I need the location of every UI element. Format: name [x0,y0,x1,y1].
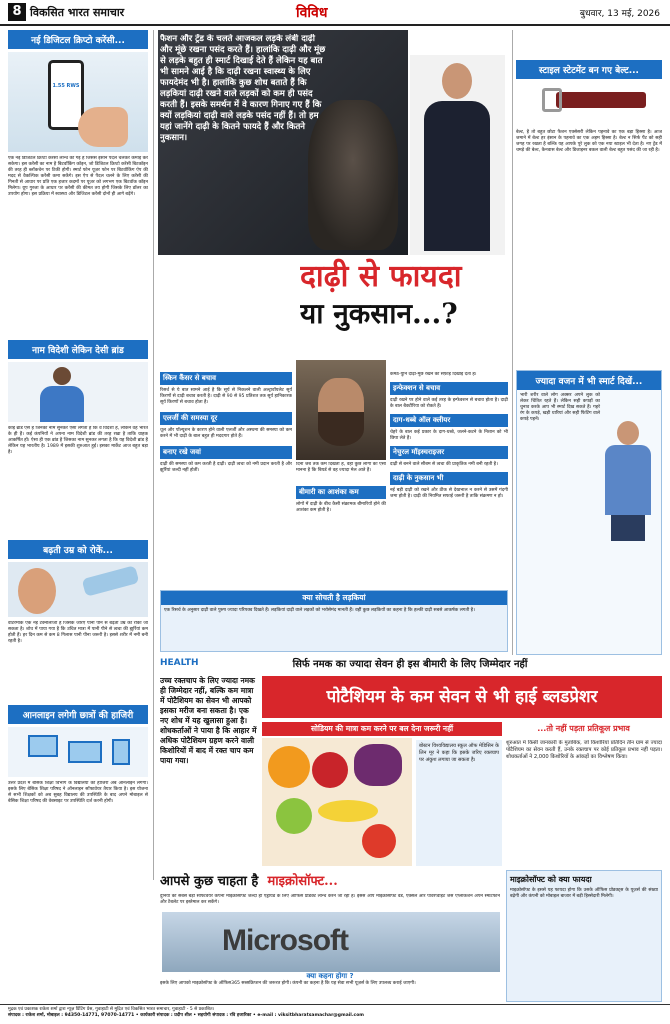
infection-title: इन्फेक्शन से बचाव [390,382,508,395]
crypto-phone-image [8,52,148,152]
health-sub-left-box [262,722,502,736]
person-icon [53,367,71,385]
infection-body: दाढ़ी रखने पर होने वाले कई तरह के इन्फेक्शन से बचाव होता है। दाढ़ी के बाल बैक्टीरिया को रोकते हैं। [390,398,508,409]
face-icon [18,568,56,614]
person-body [40,386,84,422]
health-headline-bar [262,676,662,718]
health-right-body: शुरुआत में किसी जानकारी के मुताबिक, जो किशोरियां प्रतिदिन तीन ग्राम से ज्यादा पोटैशियम का सेवन करती हैं, उनके रक्तचाप पर कोई प्रतिकूल प्रभाव नहीं पड़ता। शोधकर्ताओं ने 2,000 किशोरियों के आंकड़ों का विश्लेषण किया। [506,740,662,760]
belt-body: बेल्ट, है तो बहुत छोटा फैशन एक्सेसरी लेकिन पहनावे का एक बड़ा हिस्सा है। आज जमाने में बेल्ट हर इंसान के पहनावे का एक अहम हिस्सा है। बेल्ट न सिर्फ पैंट को सही जगह पर रखता है बल्कि यह आपके पूरे लुक को एक नया स्टाइल भी देता है। नए ट्रेंड में चमड़े की बेल्ट, कैनवास बेल्ट और डिजाइनर बकल वाली बेल्ट बहुत पसंद की जा रही है। [516,130,662,153]
bearded-man-photo [296,360,386,460]
beard-intro [160,34,330,249]
belt-section [516,60,662,345]
health-label-box [160,658,230,672]
page-number: 8 [8,3,26,21]
devices-image [8,727,148,777]
crypto-body: एक नई डिजिटल क्रिप्टो करेंसी लॉन्च की गई है जिससे इंसान पैदल चलकर कमाई कर सकेगा। इस करेंसी का नाम है बिटवॉकिंग कॉइन, जो डिजिटल क्रिप्टो करेंसी बिटकॉइन की तरह ही ब्लॉकचेन पर टिकी होगी। स्मार्ट फोन यूज़र फोन पर बिटवॉकिंग ऐप की मदद से वैकल्पिक करेंसी कमा सकेंगे। इस ऐप से पैदल चलने के लिए करेंसी की गिनती से आधार पर प्रति एक हजार कदमों पर यूज़र को लगभग एक बिटवॉक कॉइन मिलेगा। ग्रूप गुरुता के आधार पर करेंसी की कीमत तय होगी जिसके लिए डॉलर का उपयोग होगा। इस प्रक्रिया में स्वास्थ्य और डिजिटल करेंसी दोनों ही आगे बढ़ेंगे। [8,156,148,197]
benefits-right [390,372,508,587]
name-portrait [8,362,148,422]
skin-title: स्किन कैंसर से बचाव [160,372,292,385]
microsoft-side-box [506,870,662,1002]
man-head [442,63,472,99]
weight-body: भारी शरीर वाले लोग अक्सर अपने लुक को लेकर चिंतित रहते हैं। लेकिन सही कपड़ों का चुनाव करके आप भी स्मार्ट दिख सकते हैं। गहरे रंग के कपड़े, खड़ी धारियां और सही फिटिंग वाले कपड़े पहनें। [520,393,600,422]
crypto-title: नई डिजिटल क्रिप्टो करेंसी... [8,30,148,49]
headline-line-1: दाढ़ी से फायदा [300,259,462,294]
bottle-icon [82,565,140,597]
dandruff-title: दाग-धब्बे ऑल क्लीयर [390,414,508,427]
beard-shape [318,412,364,446]
health-headline: पोटैशियम के कम सेवन से भी हाई ब्लडप्रेशर [326,687,598,707]
imprint-footer [0,1004,670,1024]
fruit-grapes [354,744,402,786]
phone-screen-value: 1.55 RWS [52,83,80,89]
microsoft-body: दुनिया की सबसे बड़ी सॉफ्टवेयर कंपनी माइक्रोसॉफ्ट जल्दी ही एंड्रॉयड के लिए ऑफिस प्रोडक्ट लॉन्च करने जा रही है। इससे आप माइक्रोसॉफ्ट वर्ड, एक्सेल और पॉवरप्वाइंट जैसे एप्लीकेशन अपने स्मार्टफोन और टैबलेट पर इस्तेमाल कर सकेंगे। [160,894,500,905]
girls-body: एक रिसर्च के अनुसार दाढ़ी वाले पुरुष ज्यादा परिपक्व दिखते हैं। लड़कियां दाढ़ी वाले लड़कों को भरोसेमंद मानती हैं। वहीं कुछ लड़कियों का कहना है कि हल्की दाढ़ी सबसे आकर्षक लगती है। [164,608,475,613]
microsoft-side-title: माइक्रोसॉफ्ट को क्या फायदा [510,875,592,884]
name-body: कोई ब्रांड ऐसे हैं जिनका नाम सुनकर ऐसा लगता है कि वे विदेशी हैं, लेकिन वहं भारत के ही हैं। कई कंपनियों ने अपना नाम विदेशी ब्रांड की तरह रखा है ताकि ग्राहक आकर्षित हों। ऐसा ही एक ब्रांड है जिसका नाम सुनकर लगता है कि यह विदेशी ब्रांड है लेकिन यह भारतीय है। 1989 में इसकी शुरुआत हुई। इसका मार्केट आज बहुत बड़ा है। [8,426,148,455]
microsoft-headline-prefix: आपसे कुछ चाहता है [160,874,259,889]
microsoft-side-body: माइक्रोसॉफ्ट के इससे यह फायदा होगा कि उसके ऑफिस प्रोडक्ट्स के यूज़र्स की संख्या बढ़ेगी और कंपनी को मोबाइल बाजार में बड़ी हिस्सेदारी मिलेगी। [510,888,658,899]
asthma-body: धूल और पॉल्यूशन के कारण होने वाली एलर्जी और अस्थमा की समस्या को कम करने में भी दाढ़ी के बाल बहुत ही मददगार होते हैं। [160,428,292,439]
hand-icon [78,107,128,147]
microsoft-body-box [160,894,500,912]
weight-section [516,370,662,655]
paper-name: विकसित भारत समाचार [30,6,125,19]
health-right-body-box [506,740,662,866]
health-intro: उच्च रक्तचाप के लिए ज्यादा नमक ही जिम्मेदार नहीं, बल्कि कम मात्रा में पोटैशियम का सेवन भी आपको इसका मरीज बना सकता है। एक नए शोध में यह खुलासा हुआ है। शोधकर्ताओं ने पाया है कि आहार में अधिक पोटैशियम ग्रहण करने वाली किशोरियों में बाद में रक्त चाप कम पाया गया। [160,676,257,765]
microsoft-q-body: इसके लिए आपको माइक्रोसॉफ्ट के ऑफिस365 सब्सक्रिप्शन की जरूरत होगी। कंपनी का कहना है कि यह सेवा सभी यूज़र्स के लिए उपलब्ध कराई जाएगी। [160,981,416,986]
health-intro-box [160,676,258,866]
divider [153,30,154,880]
headline-line-2: या नुकसान...? [300,297,458,330]
laptop-icon [68,741,102,763]
photo-caption: दिनों जब तक कम दिखती है, वहीं कुछ लोगों का ऐसा मानना है कि बियर्ड से वह ज्यादा मेल आते हैं। [296,462,386,473]
girls-section [160,590,508,652]
weight-person-head [617,421,639,445]
weight-title: ज्यादा वजन में भी स्मार्ट दिखें... [517,371,661,390]
suited-man-image [410,55,505,255]
health-mid-text-box [416,740,502,866]
hostel-body: उत्तर प्रदेश में बेसिक शिक्षा विभाग के विद्यालयों की हाजिरी अब ऑनलाइन लगेगी। इसके लिए बेसिक शिक्षा परिषद ने ऑनलाइन सॉफ्टवेयर तैयार किया है। इस योजना से सभी शिक्षकों को अब सुबह विद्यालय की उपस्थिति के बाद अपने मोबाइल से बेसिक शिक्षा परिषद की वेबसाइट पर उपस्थिति दर्ज करनी होगी। [8,781,148,804]
belt-title: स्टाइल स्टेटमेंट बन गए बेल्ट... [516,60,662,79]
health-label: HEALTH [160,658,199,668]
tablet-icon [112,739,130,765]
skin-body: रिसर्च से ये बात सामने आई है कि सूर्य से निकलने वाली अल्ट्रावॉयलेट सूर्य किरणों से दाढ़ी बचाव करती है। दाढ़ी से 90 से 95 प्रतिशत तक सूर्य हानिकारक सूर्य किरणों से बचाव होता है। [160,388,292,405]
girls-title: क्या सोचती है लड़कियां [161,591,507,605]
health-sub-left: सोडियम की मात्रा कम करने पर बल देना जरूरी नहीं [310,724,454,733]
health-sub-right-box [505,722,662,736]
microsoft-logo-text: Microsoft [222,924,348,957]
water-title: बढ़ती उम्र को रोकें... [8,540,148,559]
disease-body: लोगों में दाढ़ी के बीच कैसी संक्रामक बीमारियों होने की आशंका कम होती है। [296,502,386,513]
photo-caption-box [296,462,386,484]
disease-title: बीमारी का आशंका कम [296,486,386,499]
skin-section [160,372,292,587]
water-image [8,562,148,617]
health-mid-text: बोस्टन विश्वविद्यालय स्कूल ऑफ मेडिसिन के लिन मूर ने कहा कि इसके जरिए रक्तचाप पर अंकुश लगाया जा सकता है। [419,743,499,763]
imprint-line-2: संपादक : राकेश शर्मा, मोबाइल : 94350-14771, 97070-14771 • कार्यकारी संपादक : प्रदीप शील • सहयोगी संपादक : रवि हजारिका • e-mail : viksitbharatsamachar@gmail.com [8,1013,364,1018]
divider [512,30,513,655]
shaving-title: नेचुरल मॉइस्चराइजर [390,446,508,459]
fruit-lime [276,798,312,834]
shaving-body: दाढ़ी से बनने वाले सीबम से त्वचा की प्राकृतिक नमी बनी रहती है। [390,462,498,467]
left-column [8,30,148,851]
belt-image [516,82,662,127]
fruit-orange [268,746,310,788]
fruits-image [262,738,412,866]
young-body: दाढ़ी की समस्या को कम करती है दाढ़ी। दाढ़ी त्वचा को नमी प्रदान करती है और झुर्रियां जल्दी नहीं होतीं। [160,462,292,473]
imprint-line-1: मुद्रक एवं प्रकाशक राकेश शर्मा द्वारा न्यूज़ प्रिंटिंग प्रेस, गुवाहाटी से मुद्रित एवं विकसित भारत समाचार, गुवाहाटी - 5 से प्रकाशित। [8,1007,215,1012]
microsoft-q-title: क्या कहना होगा ? [306,972,354,980]
monitor-icon [28,735,58,757]
health-tagline-box [158,656,662,674]
fruit-apple [312,752,348,788]
belt-icon [556,92,646,108]
microsoft-headline-box [160,870,480,892]
beard-intro-text: फैशन और ट्रेंड के चलते आजकल लड़के लंबी दाढ़ी और मूंछे रखना पसंद करते हैं। हालांकि दाढ़ी और मूंछ से लड़के बहुत ही स्मार्ट दिखाई देते हैं लेकिन यह बात भी सामने आई है कि दाढ़ी रखना स्वास्थ्य के लिए फायदेमंद भी है। हालांकि कुछ शोध बताते हैं कि लड़कियां दाढ़ी रखने वाले लड़कों को कम ही पसंद करती हैं। इसके समर्थन में वे कारण गिनाए गए हैं कि क्यों लड़कियां दाढ़ी वाले लड़के पसंद नहीं हैं। तो हम यहां जानेंगे दाढ़ी के कितने फायदे हैं और कितने नुकसान। [160,34,326,143]
buckle-icon [542,88,562,112]
loss-body: नई बड़ी दाढ़ी को रखने और ठीक से देखभाल न करने से उसमें गंदगी जमा होती है। दाढ़ी की नियमित सफाई जरूरी है ताकि संक्रमण न हो। [390,488,508,499]
weight-person-shirt [605,445,651,515]
disease-section [296,486,386,586]
weight-person-image [601,421,655,541]
main-headline [300,258,510,368]
young-title: बनाए रखे जवां [160,446,292,459]
health-sub-right: ...तो नहीं पड़ता प्रतिकूल प्रभाव [537,724,630,733]
benefits-intro: कर्मठ-युनि दाढ़ी-मूंछ रखने को सफ़ाई दिखाई देता है। [390,372,477,377]
microsoft-q-box [160,972,500,1002]
fruit-banana [318,800,378,822]
water-body: वॉटरमार्क एक नई टेक्नोलॉजी है जिसके जरिए पानी पीने से बढ़ती उम्र को रोका जा सकता है। शोध में पाया गया है कि उचित मात्रा में पानी पीने से त्वचा की झुर्रियां कम होती हैं। हर दिन कम से कम 8 गिलास पानी पीना जरूरी है। इससे शरीर में नमी बनी रहती है। [8,621,148,644]
name-title: नाम विदेशी लेकिन देसी ब्रांड [8,340,148,359]
hostel-title: आनलाइन लगेगी छात्रों की हाजिरी [8,705,148,724]
weight-person-jeans [611,515,645,541]
issue-date: बुधवार, 13 मई, 2026 [579,9,660,19]
microsoft-building-image [162,912,500,972]
loss-title: दाढ़ी के नुकसान भी [390,472,508,485]
fruit-tomato [362,824,396,858]
man-suit [424,101,490,251]
microsoft-headline-brand: माइक्रोसॉफ्ट... [267,874,338,889]
health-tagline: सिर्फ नमक का ज्यादा सेवन ही इस बीमारी के लिए जिम्मेदार नहीं [292,659,528,670]
section-title: विविध [296,5,328,21]
page-header [0,0,670,26]
dandruff-body: चेहरे के बाल कई प्रकार के दाग-धब्बे, जलने-कटने के निशान को भी छिपा लेते हैं। [390,430,508,441]
asthma-title: एलर्जी की समस्या दूर [160,412,292,425]
